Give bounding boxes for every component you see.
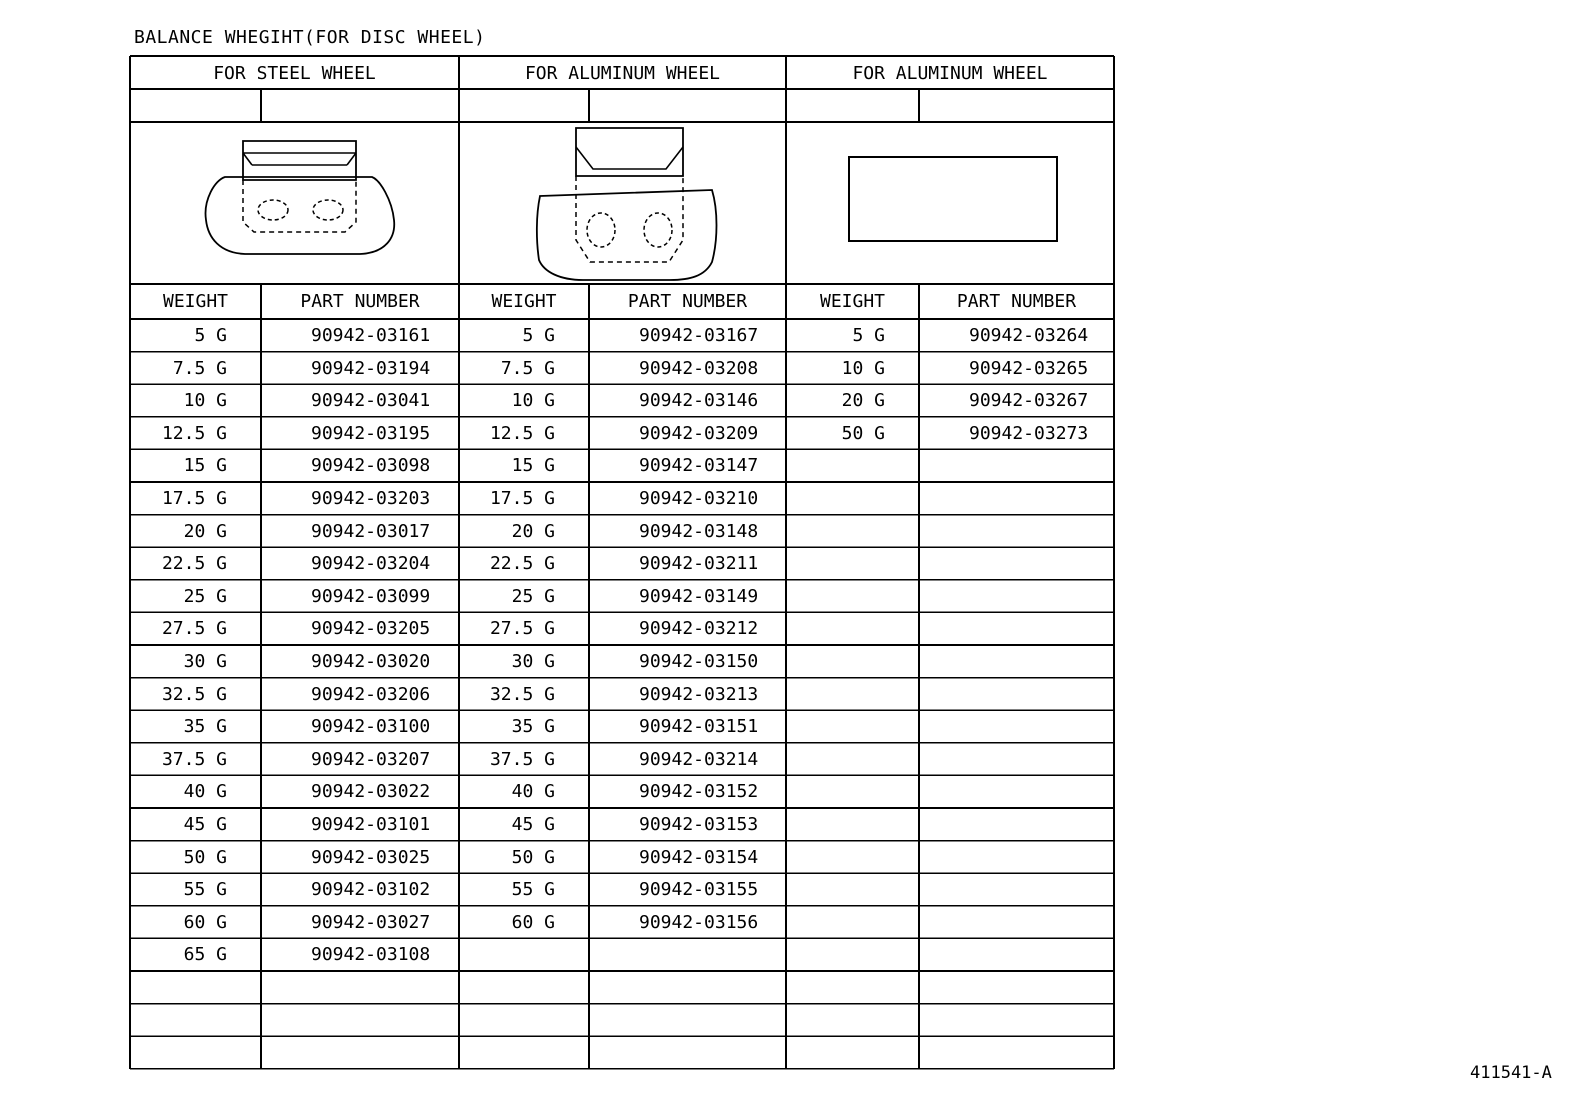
steel-weight-hole-right-icon — [313, 200, 343, 220]
weight-cell: 55 G — [183, 879, 227, 901]
part-number-cell: 90942-03147 — [639, 455, 759, 477]
weight-cell: 37.5 G — [161, 748, 227, 770]
part-number-cell: 90942-03098 — [311, 455, 431, 477]
part-number-cell: 90942-03149 — [639, 585, 759, 607]
weight-cell: 22.5 G — [489, 553, 555, 575]
weight-cell: 60 G — [183, 911, 227, 933]
part-number-cell: 90942-03203 — [311, 488, 431, 509]
column-header-weight: WEIGHT — [819, 291, 886, 312]
weight-cell: 12.5 G — [489, 422, 555, 444]
part-number-cell: 90942-03154 — [639, 846, 759, 868]
weight-cell: 20 G — [841, 390, 885, 412]
part-number-cell: 90942-03155 — [639, 879, 759, 901]
group-header: FOR ALUMINUM WHEEL — [524, 63, 721, 84]
weight-cell: 7.5 G — [172, 357, 227, 379]
weight-cell: 37.5 G — [489, 748, 555, 770]
weight-cell: 50 G — [841, 422, 885, 444]
weight-cell: 12.5 G — [161, 422, 227, 444]
group-header: FOR STEEL WHEEL — [213, 63, 376, 84]
weight-cell: 40 G — [183, 781, 227, 803]
steel-weight-clip-icon — [243, 141, 356, 180]
part-number-cell: 90942-03204 — [311, 553, 431, 575]
weight-cell: 15 G — [511, 455, 555, 477]
weight-cell: 15 G — [183, 455, 227, 477]
steel-weight-body-icon — [206, 177, 395, 254]
weight-cell: 35 G — [511, 716, 555, 738]
weight-cell: 50 G — [183, 846, 227, 868]
part-number-cell: 90942-03167 — [639, 325, 759, 346]
part-number-cell: 90942-03207 — [311, 748, 431, 770]
part-number-cell: 90942-03161 — [311, 325, 431, 346]
column-header-part-number: PART NUMBER — [627, 291, 748, 312]
weight-cell: 7.5 G — [500, 357, 555, 379]
column-header-part-number: PART NUMBER — [300, 291, 420, 312]
weight-cell: 10 G — [511, 390, 555, 412]
document-id: 411541-A — [1470, 1063, 1552, 1083]
part-number-cell: 90942-03151 — [639, 716, 759, 738]
part-number-cell: 90942-03205 — [311, 618, 431, 640]
page-title: BALANCE WHEGIHT(FOR DISC WHEEL) — [134, 27, 486, 48]
part-number-cell: 90942-03152 — [639, 781, 759, 803]
weight-cell: 30 G — [183, 651, 227, 672]
part-number-cell: 90942-03041 — [311, 390, 431, 412]
part-number-cell: 90942-03156 — [639, 911, 759, 933]
weight-cell: 35 G — [183, 716, 227, 738]
weight-cell: 27.5 G — [161, 618, 227, 640]
part-number-cell: 90942-03146 — [639, 390, 759, 412]
weight-cell: 40 G — [511, 781, 555, 803]
weight-cell: 32.5 G — [489, 683, 555, 705]
weight-cell: 30 G — [511, 651, 555, 672]
aluminum-weight-body-icon — [537, 190, 717, 280]
aluminum-weight-hidden-outline-icon — [576, 176, 683, 262]
part-number-cell: 90942-03267 — [969, 390, 1089, 412]
part-number-cell: 90942-03212 — [639, 618, 759, 640]
weight-cell: 22.5 G — [161, 553, 227, 575]
part-number-cell: 90942-03102 — [311, 879, 431, 901]
weight-cell: 17.5 G — [161, 488, 227, 509]
part-number-cell: 90942-03211 — [639, 553, 759, 575]
weight-cell: 60 G — [511, 911, 555, 933]
aluminum-weight-clip-detail-icon — [576, 147, 683, 169]
part-number-cell: 90942-03150 — [639, 651, 759, 672]
steel-weight-hole-left-icon — [258, 200, 288, 220]
column-header-weight: WEIGHT — [491, 291, 557, 312]
weight-cell: 45 G — [183, 814, 227, 835]
adhesive-weight-icon — [849, 157, 1057, 241]
steel-weight-clip-detail-icon — [243, 153, 356, 165]
weight-cell: 50 G — [511, 846, 555, 868]
part-number-cell: 90942-03017 — [311, 520, 431, 542]
part-number-cell: 90942-03020 — [311, 651, 431, 672]
part-number-cell: 90942-03025 — [311, 846, 431, 868]
weight-cell: 65 G — [183, 944, 227, 966]
part-number-cell: 90942-03206 — [311, 683, 431, 705]
part-number-cell: 90942-03214 — [639, 748, 759, 770]
weight-cell: 5 G — [194, 325, 227, 346]
aluminum-weight-hole-right-icon — [644, 213, 672, 247]
part-number-cell: 90942-03265 — [969, 357, 1089, 379]
weight-cell: 20 G — [183, 520, 227, 542]
part-number-cell: 90942-03153 — [639, 814, 759, 835]
part-number-cell: 90942-03027 — [311, 911, 431, 933]
part-number-cell: 90942-03099 — [311, 585, 431, 607]
part-number-cell: 90942-03264 — [969, 325, 1089, 346]
weight-cell: 32.5 G — [161, 683, 227, 705]
weight-cell: 17.5 G — [489, 488, 555, 509]
part-number-cell: 90942-03195 — [311, 422, 431, 444]
weight-cell: 45 G — [511, 814, 555, 835]
weight-cell: 55 G — [511, 879, 555, 901]
weight-cell: 25 G — [511, 585, 555, 607]
weight-cell: 10 G — [841, 357, 885, 379]
part-number-cell: 90942-03194 — [311, 357, 431, 379]
weight-cell: 5 G — [522, 325, 555, 346]
weight-cell: 20 G — [511, 520, 555, 542]
part-number-cell: 90942-03101 — [311, 814, 431, 835]
part-number-cell: 90942-03100 — [311, 716, 431, 738]
part-number-cell: 90942-03108 — [311, 944, 431, 966]
part-number-cell: 90942-03210 — [639, 488, 759, 509]
part-number-cell: 90942-03273 — [969, 422, 1089, 444]
group-header: FOR ALUMINUM WHEEL — [852, 63, 1048, 84]
weight-cell: 25 G — [183, 585, 227, 607]
column-header-weight: WEIGHT — [162, 291, 229, 312]
part-number-cell: 90942-03209 — [639, 422, 759, 444]
part-number-cell: 90942-03213 — [639, 683, 759, 705]
part-number-cell: 90942-03022 — [311, 781, 431, 803]
weight-cell: 10 G — [183, 390, 227, 412]
weight-cell: 5 G — [852, 325, 885, 346]
column-header-part-number: PART NUMBER — [956, 291, 1077, 312]
part-number-cell: 90942-03148 — [639, 520, 759, 542]
part-number-cell: 90942-03208 — [639, 357, 759, 379]
weight-cell: 27.5 G — [489, 618, 555, 640]
aluminum-weight-hole-left-icon — [587, 213, 615, 247]
